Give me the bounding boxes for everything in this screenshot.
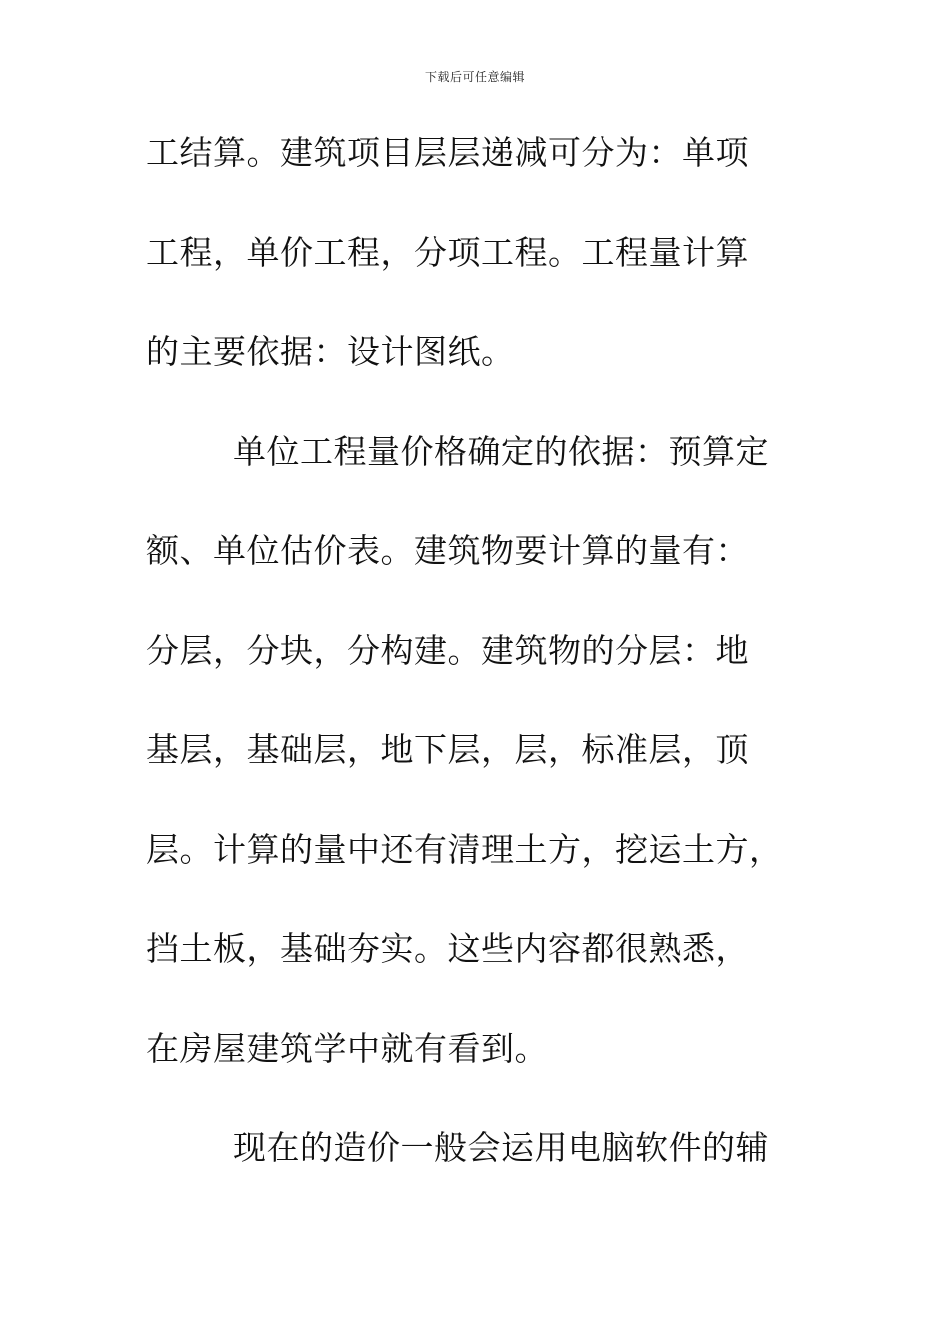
body-text: [146, 126, 806, 1221]
paragraph-start-line: 现在的造价一般会运用电脑软件的辅: [233, 1128, 769, 1167]
text-line: 分层，分块，分构建。建筑物的分层：地: [146, 630, 749, 670]
paragraph-start-line: 单位工程量价格确定的依据：预算定: [233, 431, 769, 471]
text-line: 挡土板，基础夯实。这些内容都很熟悉，: [146, 929, 749, 968]
text-line: 层。计算的量中还有清理土方，挖运土方，: [146, 829, 783, 869]
text-line: 在房屋建筑学中就有看到。: [146, 1028, 548, 1068]
text-line: 工结算。建筑项目层层递减可分为：单项: [146, 133, 749, 172]
page-header: 下载后可任意编辑: [424, 70, 525, 84]
text-line: 的主要依据：设计图纸。: [146, 332, 515, 371]
text-line: 工程，单价工程，分项工程。工程量计算: [146, 232, 749, 272]
text-line: 基层，基础层，地下层，层，标准层，顶: [146, 730, 749, 769]
text-line: 额、单位估价表。建筑物要计算的量有：: [146, 531, 749, 570]
